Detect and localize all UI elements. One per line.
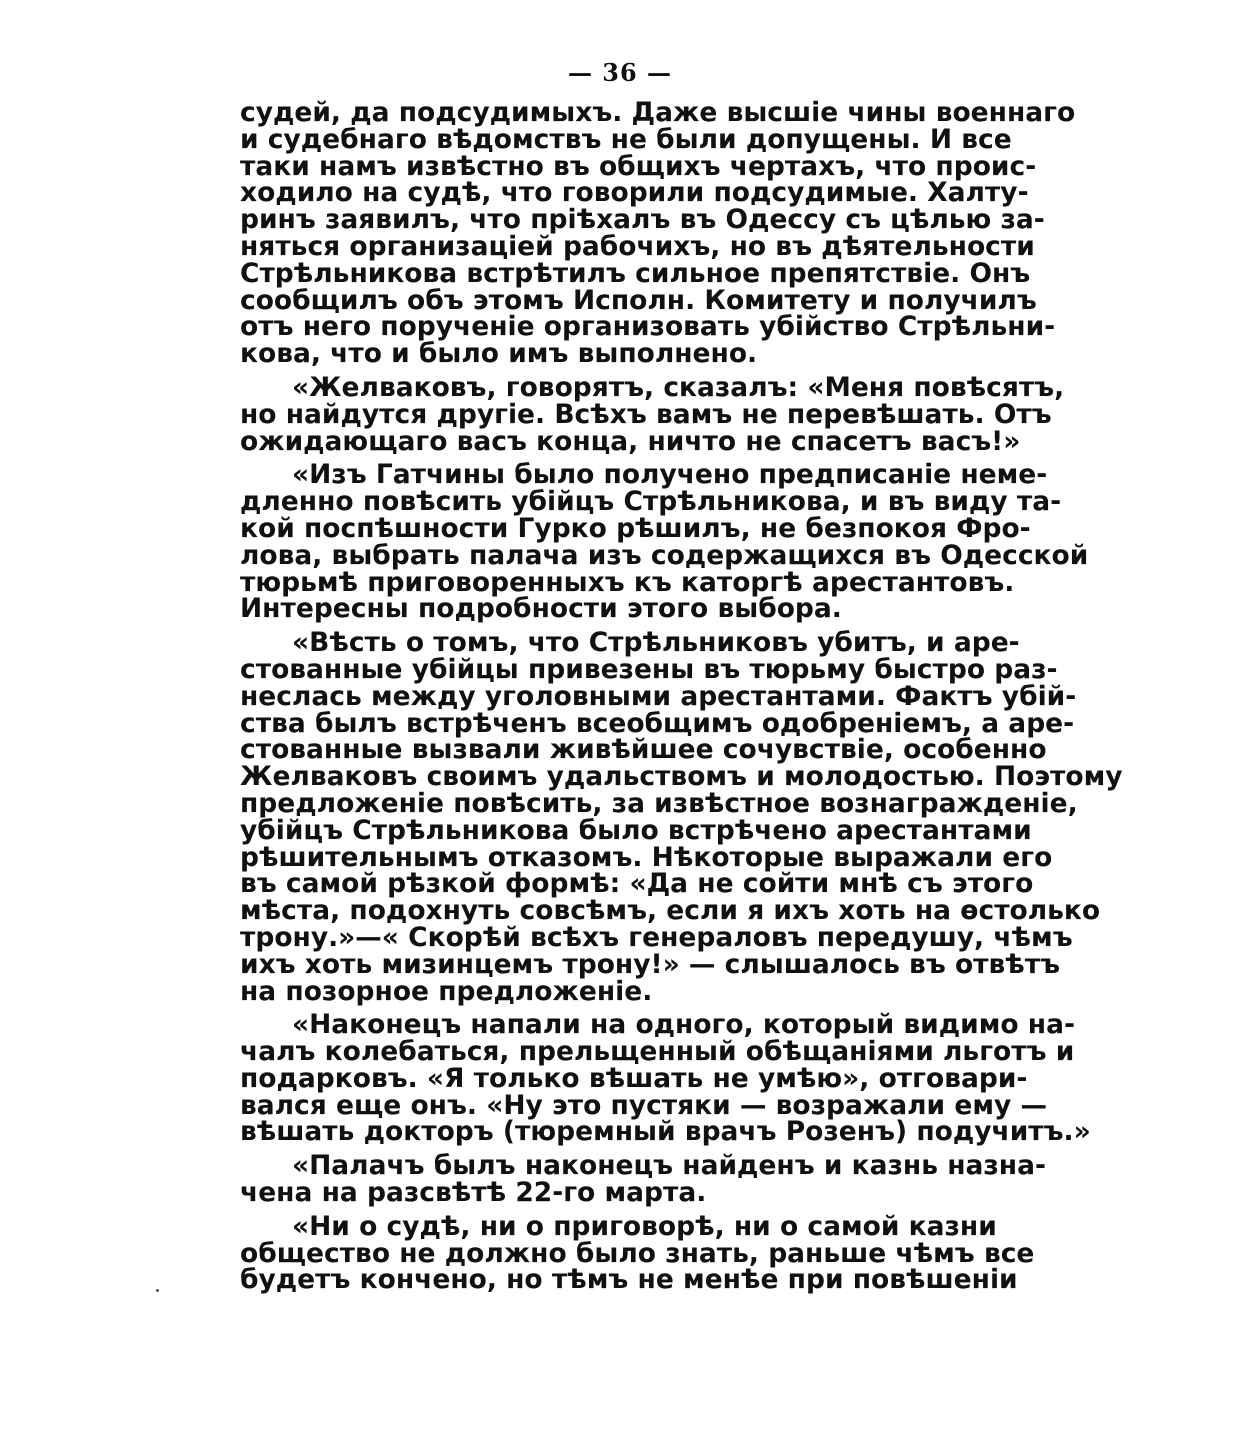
text-line: и судебнаго вѣдомствъ не были допущены. И все xyxy=(240,123,1012,155)
text-line: мѣста, подохнуть совсѣмъ, если я ихъ хоть на ѳстолько xyxy=(240,895,1101,927)
paragraph xyxy=(240,1150,1046,1209)
text-line: вался еще онъ. «Ну это пустяки — возражали ему — xyxy=(240,1089,1047,1121)
text-line: «Вѣсть о томъ, что Стрѣльниковъ убитъ, и аре- xyxy=(292,627,1020,659)
text-line: «Наконецъ напали на одного, который видимо на- xyxy=(292,1009,1075,1041)
text-line: няться организаціей рабочихъ, но въ дѣятельности xyxy=(240,230,1035,262)
paper-speck xyxy=(156,1289,159,1292)
text-line: неслась между уголовными арестантами. Фактъ убій- xyxy=(240,680,1077,712)
text-line: будетъ кончено, но тѣмъ не менѣе при повѣшеніи xyxy=(240,1264,1018,1296)
text-line: убійцъ Стрѣльникова было встрѣчено арестантами xyxy=(240,814,1032,846)
text-line: чена на разсвѣтѣ 22-го марта. xyxy=(240,1177,707,1209)
text-line: на позорное предложеніе. xyxy=(240,975,653,1007)
paragraph xyxy=(240,1009,1091,1148)
text-line: трону.»—« Скорѣй всѣхъ генераловъ передушу, чѣмъ xyxy=(240,921,1073,953)
page-text xyxy=(240,97,1123,1296)
text-line: таки намъ извѣстно въ общихъ чертахъ, что проис- xyxy=(240,150,1037,182)
text-line: ходило на судѣ, что говорили подсудимые. Халту- xyxy=(240,177,1029,209)
text-line: «Ни о судѣ, ни о приговорѣ, ни о самой казни xyxy=(292,1210,997,1242)
text-line: отъ него порученіе организовать убійство Стрѣльни- xyxy=(240,311,1056,343)
text-line: кой поспѣшности Гурко рѣшилъ, не безпокоя Фро- xyxy=(240,512,1031,544)
paragraph xyxy=(240,371,1065,457)
text-line: «Желваковъ, говорятъ, сказалъ: «Меня повѣсятъ, xyxy=(292,371,1065,403)
text-line: стованные вызвали живѣйшее сочувствіе, особенно xyxy=(240,734,1047,766)
text-line: тюрьмѣ приговоренныхъ къ каторгѣ арестантовъ. xyxy=(240,566,1015,598)
text-line: «Изъ Гатчины было получено предписаніе неме- xyxy=(292,459,1048,491)
text-line: общество не должно было знать, раньше чѣмъ все xyxy=(240,1237,1035,1269)
text-line: чалъ колебаться, прельщенный обѣщаніями льготъ и xyxy=(240,1036,1075,1068)
text-line: Стрѣльникова встрѣтилъ сильное препятствіе. Онъ xyxy=(240,257,1031,289)
text-line: Интересны подробности этого выбора. xyxy=(240,593,842,625)
text-line: стованные убійцы привезены въ тюрьму быстро раз- xyxy=(240,653,1058,685)
text-line: подарковъ. «Я только вѣшать не умѣю», отговари- xyxy=(240,1062,1028,1094)
text-line: въ самой рѣзкой формѣ: «Да не сойти мнѣ съ этого xyxy=(240,868,1034,900)
text-line: ожидающаго васъ конца, ничто не спасетъ васъ!» xyxy=(240,425,1021,457)
text-line: сообщилъ объ этомъ Исполн. Комитету и получилъ xyxy=(240,284,1037,316)
paragraph xyxy=(240,1210,1035,1296)
text-line: ства былъ встрѣченъ всеобщимъ одобреніемъ, а аре- xyxy=(240,707,1075,739)
text-line: рѣшительнымъ отказомъ. Нѣкоторые выражали его xyxy=(240,841,1053,873)
text-line: ринъ заявилъ, что пріѣхалъ въ Одессу съ цѣлью за- xyxy=(240,204,1045,236)
text-line: предложеніе повѣсить, за извѣстное вознагражденіе, xyxy=(240,787,1078,819)
text-line: кова, что и было имъ выполнено. xyxy=(240,338,758,370)
text-line: лова, выбрать палача изъ содержащихся въ Одесской xyxy=(240,539,1089,571)
text-line: но найдутся другіе. Всѣхъ вамъ не перевѣшать. Отъ xyxy=(240,398,1052,430)
text-line: вѣшать докторъ (тюремный врачъ Розенъ) подучитъ.» xyxy=(240,1116,1091,1148)
text-line: «Палачъ былъ наконецъ найденъ и казнь назна- xyxy=(292,1150,1046,1182)
paragraph xyxy=(240,627,1123,1007)
paragraph xyxy=(240,459,1089,625)
text-line: дленно повѣсить убійцъ Стрѣльникова, и въ виду та- xyxy=(240,486,1062,518)
paragraph xyxy=(240,97,1076,370)
text-line: Желваковъ своимъ удальствомъ и молодостью. Поэтому xyxy=(240,761,1123,793)
page-number: — 36 — xyxy=(567,58,673,87)
text-line: судей, да подсудимыхъ. Даже высшіе чины военнаго xyxy=(240,97,1076,128)
text-line: ихъ хоть мизинцемъ трону!» — слышалось въ отвѣтъ xyxy=(240,948,1061,980)
